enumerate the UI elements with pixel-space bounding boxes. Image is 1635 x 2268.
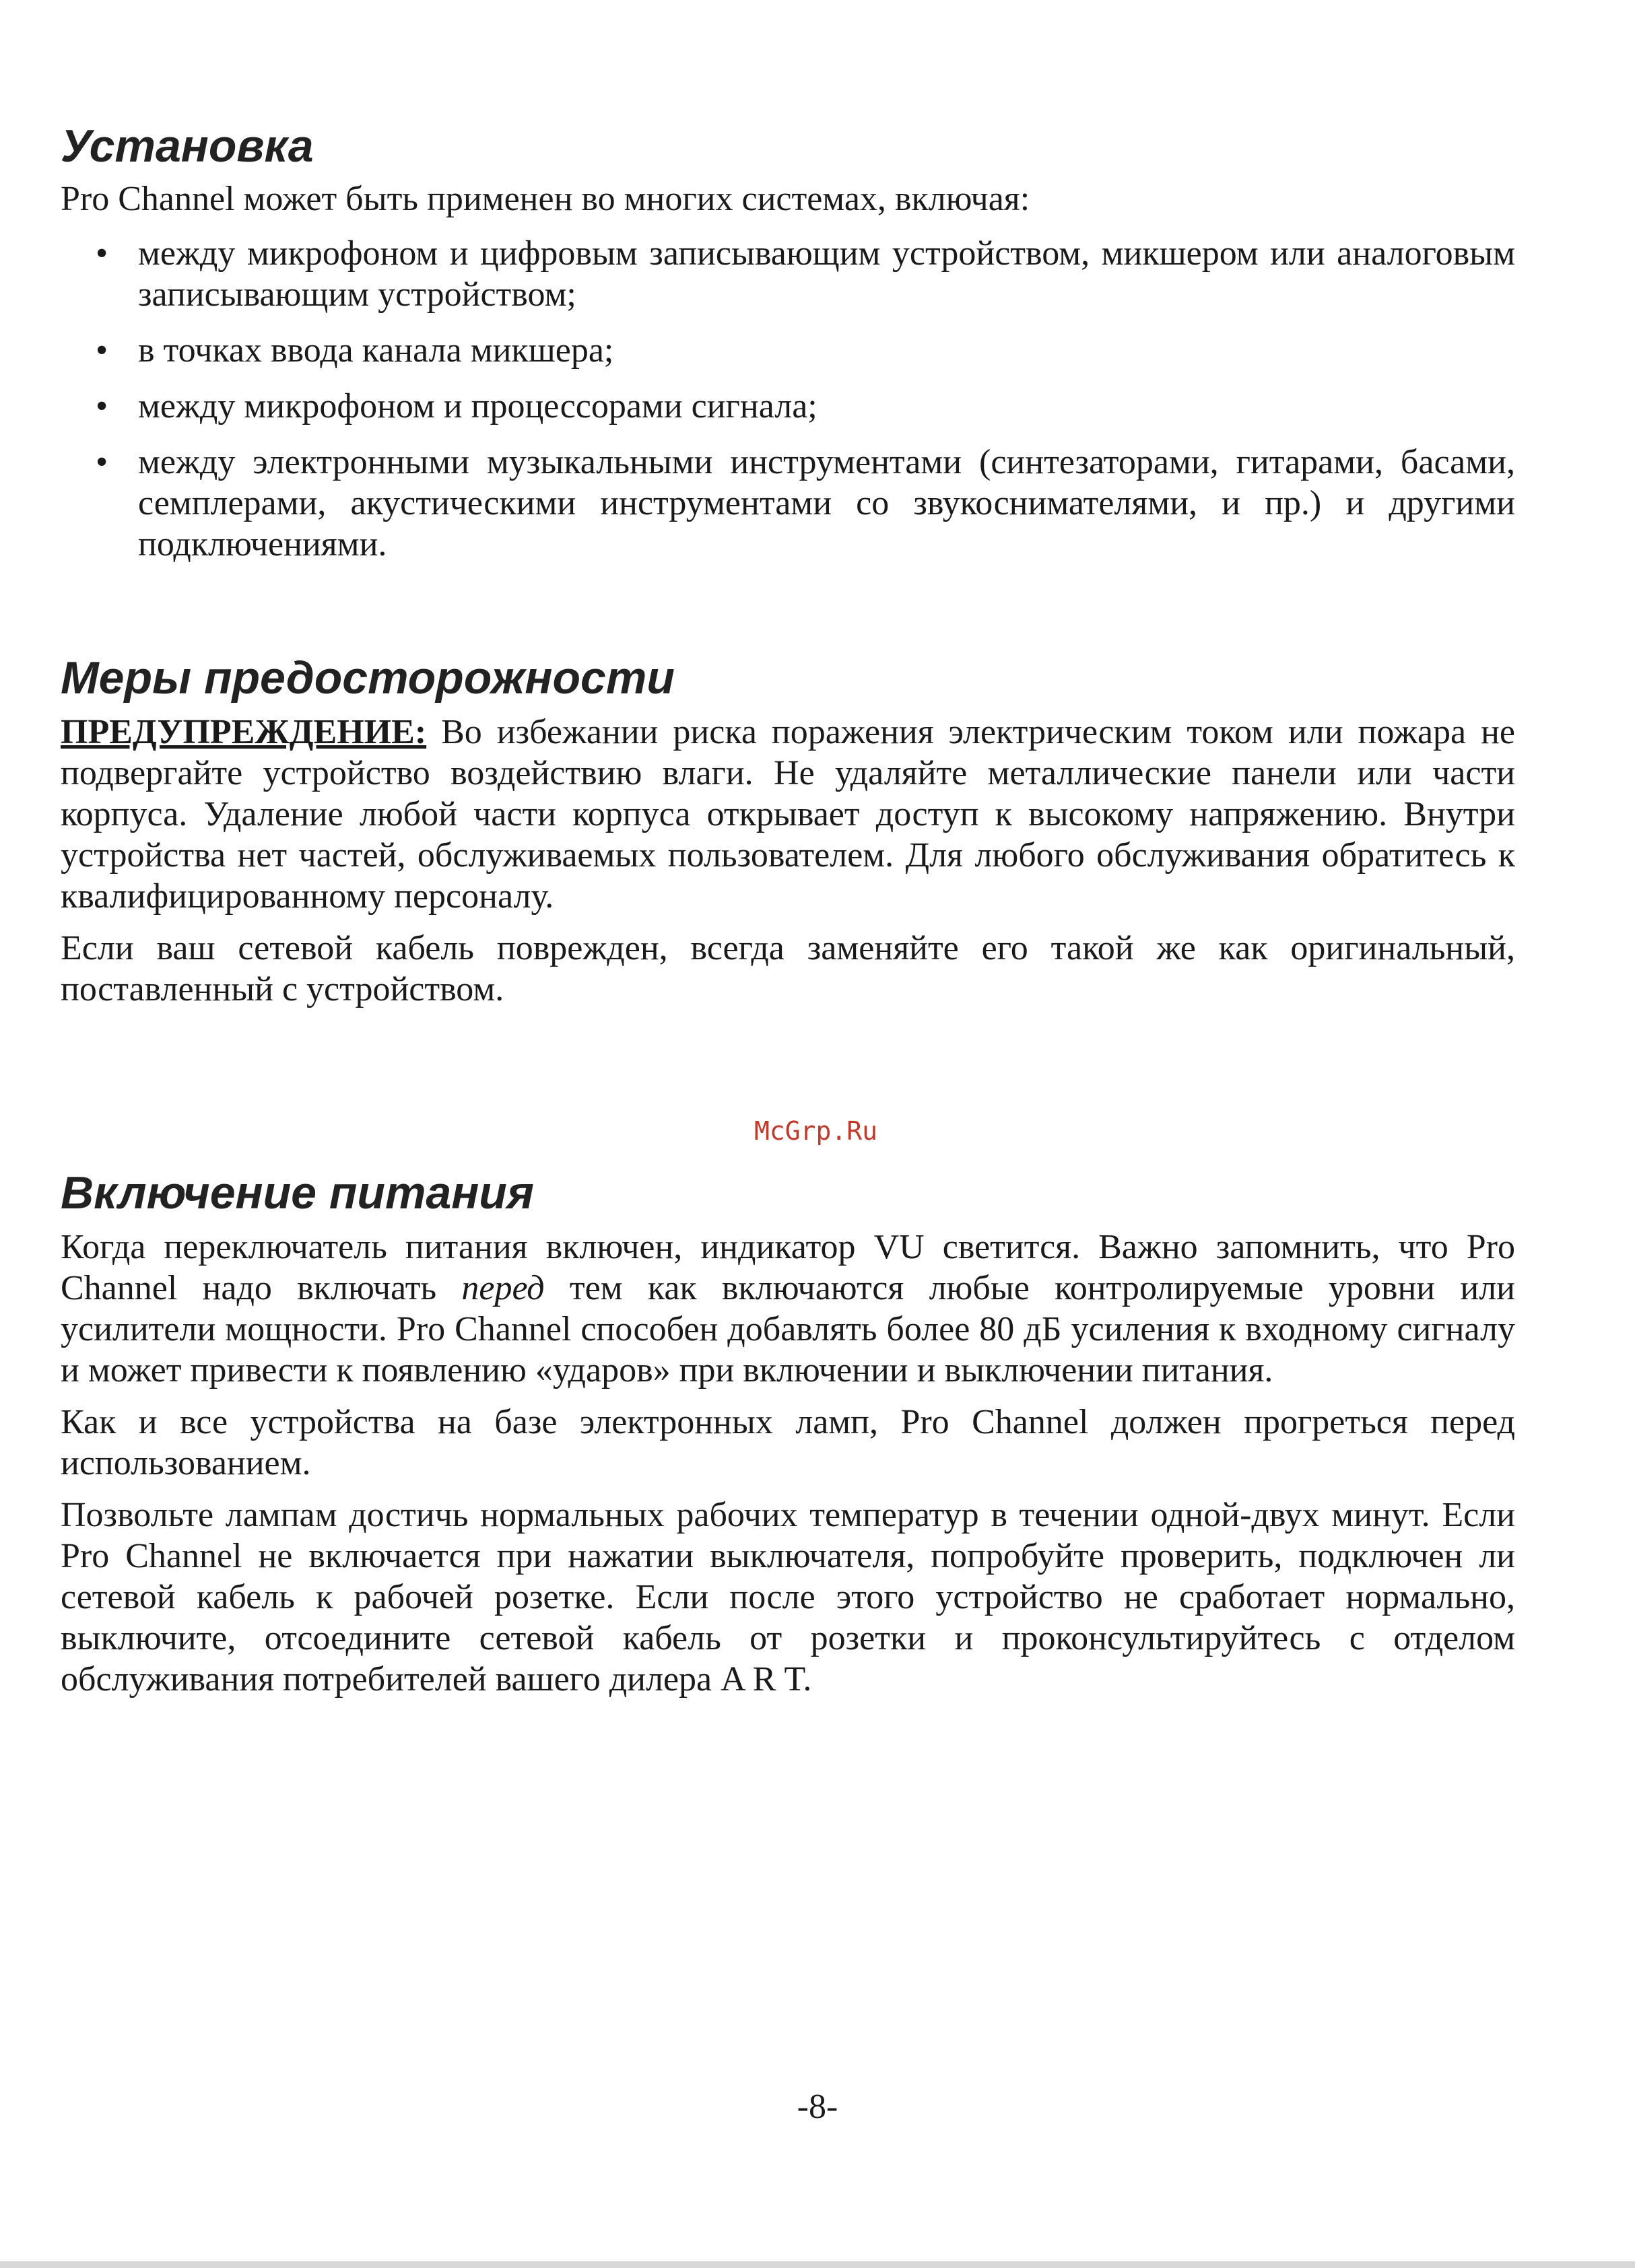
list-item-text: между электронными музыкальными инструментами (синтезаторами, гитарами, басами, семплерами, акустическими инструментами со звукоснимателями, и пр.) и другими подключениями.	[138, 442, 1515, 563]
power-paragraph-3: Позвольте лампам достичь нормальных рабочих температур в течении одной-двух минут. Если Pro Channel не включается при нажатии выключателя, попробуйте проверить, подключен ли сетевой кабель к рабочей розетке. Если после этого устройство не сработает нормально, выключите, отсоедините сетевой кабель от розетки и проконсультируйтесь с отделом обслуживания потребителей вашего дилера A R T.	[61, 1495, 1515, 1698]
power-p1-end: тем как включаются любые контролируемые уровни или усилители мощности. Pro Channel способен добавлять более 80 дБ усиления к входному сигналу и может привести к появлению «ударов» при включении и выключении питания.	[61, 1268, 1515, 1389]
power-paragraph-1	[61, 1227, 1515, 1391]
list-item	[61, 233, 1515, 315]
list-item-text: между микрофоном и процессорами сигнала;	[138, 386, 818, 425]
power-paragraph-2: Как и все устройства на базе электронных ламп, Pro Channel должен прогреться перед использованием.	[61, 1402, 1515, 1482]
section-install	[61, 121, 1515, 565]
bullet-icon: •	[96, 331, 108, 370]
list-item-text: между микрофоном и цифровым записывающим устройством, микшером или аналоговым записывающим устройством;	[138, 234, 1515, 314]
list-item-text: в точках ввода канала микшера;	[138, 331, 614, 370]
cable-paragraph: Если ваш сетевой кабель поврежден, всегда заменяйте его такой же как оригинальный, поставленный с устройством.	[61, 928, 1515, 1008]
page-number: -8-	[797, 2088, 838, 2126]
warning-label: ПРЕДУПРЕЖДЕНИЕ:	[61, 712, 427, 751]
bullet-icon: •	[96, 442, 108, 481]
power-p1-emphasis: перед	[461, 1268, 545, 1307]
bullet-icon: •	[96, 234, 108, 273]
bullet-icon: •	[96, 386, 108, 425]
install-heading: Установка	[61, 121, 314, 172]
section-power	[61, 1168, 1515, 1700]
install-list	[61, 233, 1515, 565]
section-safety	[61, 653, 1515, 1010]
power-p1-start: Когда переключатель питания включен, индикатор VU светится. Важно запомнить, что Pro Channel надо включать	[61, 1227, 1515, 1307]
list-item	[61, 386, 1515, 427]
warning-paragraph	[61, 712, 1515, 917]
list-item	[61, 442, 1515, 565]
bottom-rule	[0, 2261, 1635, 2268]
install-intro: Pro Channel может быть применен во многих системах, включая:	[61, 179, 1030, 218]
watermark: McGrp.Ru	[754, 1116, 878, 1146]
list-item	[61, 330, 1515, 371]
warning-text: Во избежании риска поражения электрическим током или пожара не подвергайте устройство воздействию влаги. Не удаляйте металлические панели или части корпуса. Удаление любой части корпуса открывает доступ к высокому напряжению. Внутри устройства нет частей, обслуживаемых пользователем. Для любого обслуживания обратитесь к квалифицированному персоналу.	[61, 712, 1515, 916]
safety-heading: Меры предосторожности	[61, 652, 675, 703]
power-heading: Включение питания	[61, 1167, 534, 1218]
